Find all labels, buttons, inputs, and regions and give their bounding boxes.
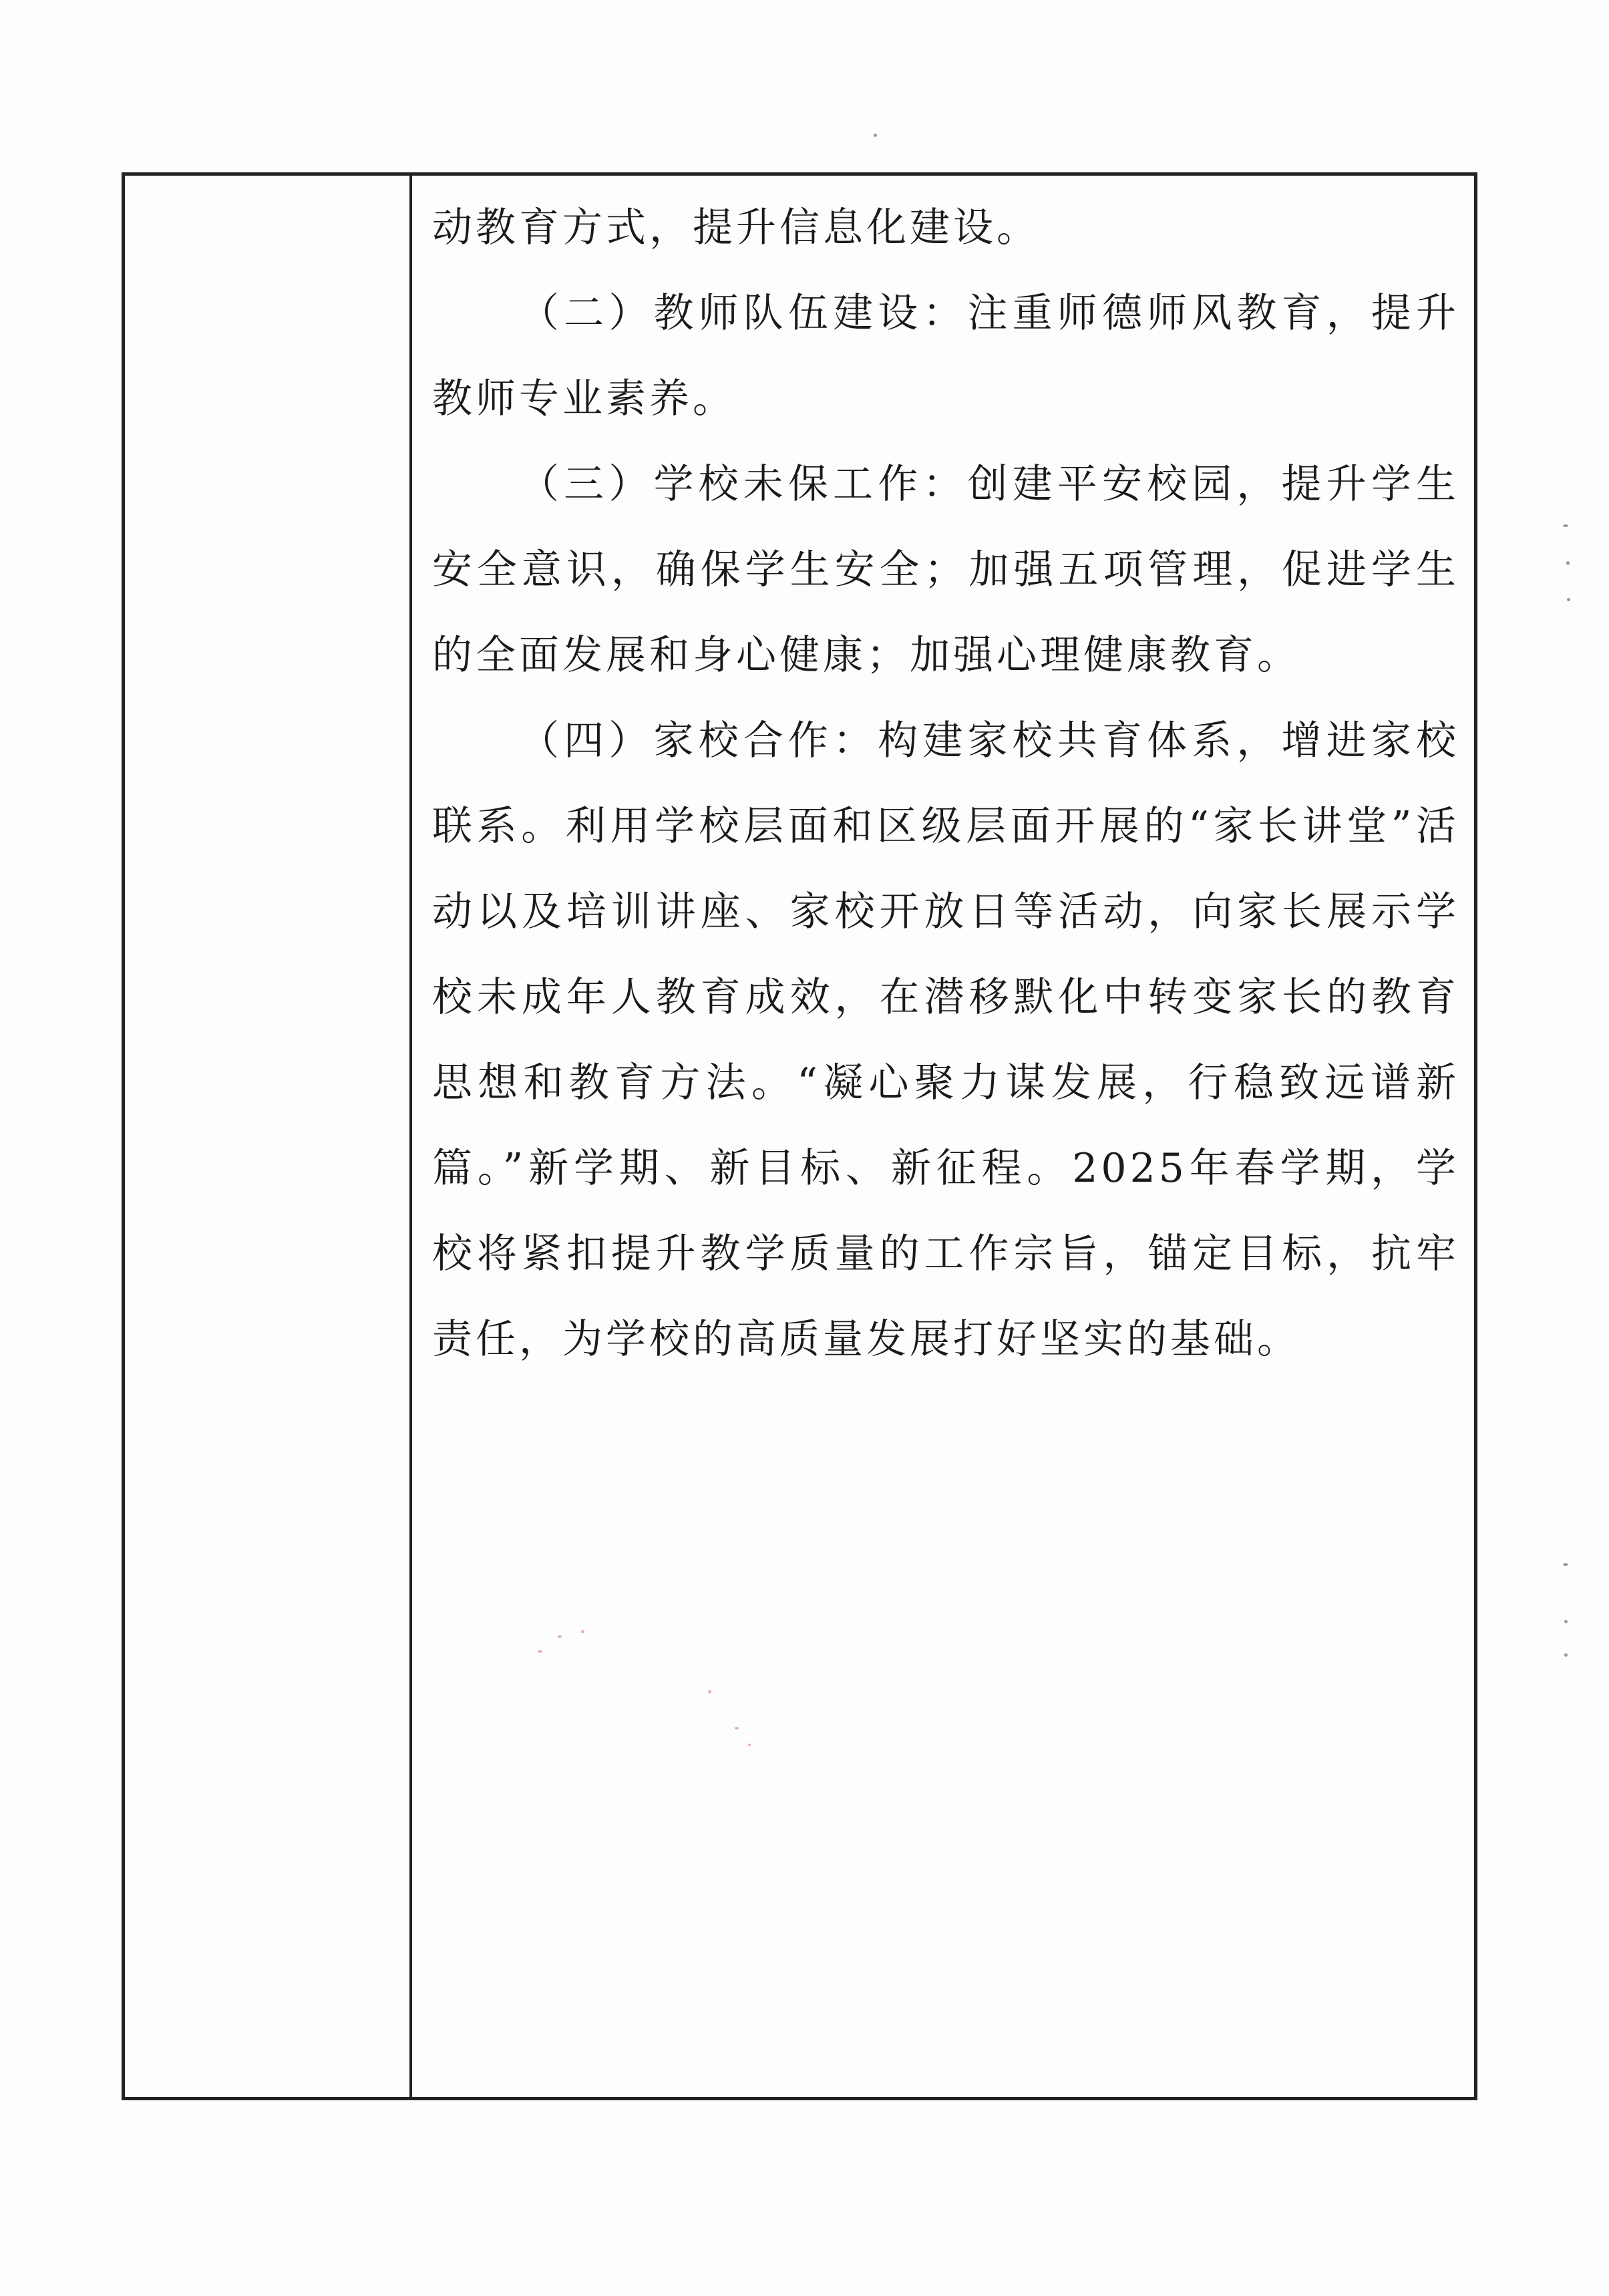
form-table [122,172,1477,2100]
paragraph-continuation: 动教育方式，提升信息化建设。 [432,204,1040,251]
scan-speck [538,1650,542,1653]
scan-speck [1566,561,1570,565]
scan-speck [874,134,877,137]
table-left-cell [125,176,412,2097]
scan-speck [581,1630,584,1633]
scan-speck [558,1635,562,1638]
scan-speck [1564,1620,1568,1623]
scan-speck [735,1727,739,1730]
paragraph-home-school: （四）家校合作：构建家校共育体系，增进家校联系。利用学校层面和区级层面开展的“家长讲堂”活动以及培训讲座、家校开放日等活动，向家长展示学校未成年人教育成效，在潜移默化中转变家长的教育思想和教育方法。“凝心聚力谋发展，行稳致远谱新篇。”新学期、新目标、新征程。2025年春学期，学校将紧扣提升教学质量的工作宗旨，锚定目标，抗牢责任，为学校的高质量发展打好坚实的基础。 [432,717,1459,1363]
scan-speck [748,1744,751,1746]
table-right-cell [412,176,1474,2097]
scan-speck [1563,1563,1568,1566]
body-text [432,185,1459,1382]
scan-speck [1564,1653,1568,1657]
paragraph-teacher-team: （二）教师队伍建设：注重师德师风教育，提升教师专业素养。 [432,290,1459,422]
scan-speck [1563,524,1568,527]
scan-speck [1567,598,1570,601]
scan-speck [708,1690,711,1693]
paragraph-minor-protection: （三）学校未保工作：创建平安校园，提升学生安全意识，确保学生安全；加强五项管理，促进学生的全面发展和身心健康；加强心理健康教育。 [432,461,1459,679]
